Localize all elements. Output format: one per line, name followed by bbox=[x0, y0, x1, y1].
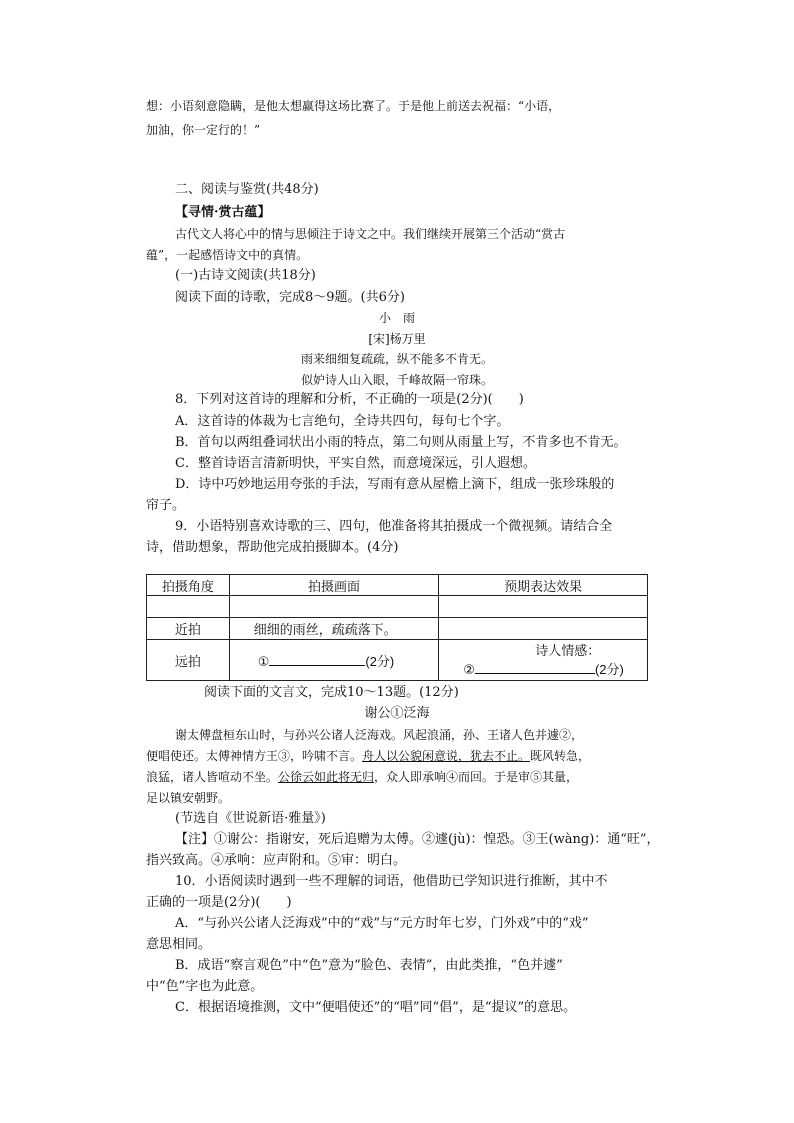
prose-note: 【注】①谢公：指谢安，死后追赠为太傅。②遽(jù)：惶恐。③王(wàng)：通“旺”， bbox=[175, 832, 660, 847]
table-header: 拍摄画面 bbox=[229, 575, 439, 596]
blank-number: ② bbox=[463, 662, 475, 677]
option-c: C．根据语境推测，文中“便唱使还”的“唱”同“倡”，是“提议”的意思。 bbox=[175, 1000, 577, 1015]
intro-line: 古代文人将心中的情与思倾注于诗文之中。我们继续开展第三个活动“赏古 bbox=[175, 227, 566, 241]
prose-source: (节选自《世说新语·雅量》) bbox=[175, 811, 326, 826]
option-b: B．成语“察言观色”中“色”意为“脸色、表情”，由此类推，“色并遽” bbox=[175, 958, 563, 973]
table-cell bbox=[439, 618, 648, 640]
answer-blank[interactable] bbox=[475, 660, 595, 674]
table-cell bbox=[229, 640, 439, 681]
table-cell: 近拍 bbox=[147, 618, 230, 640]
option-d-cont: 帘子。 bbox=[146, 498, 186, 513]
prose-prompt: 阅读下面的文言文，完成10～13题。(12分) bbox=[204, 685, 459, 700]
poem-title: 小 雨 bbox=[378, 311, 415, 325]
prose-title: 谢公①泛海 bbox=[364, 706, 430, 721]
blank-number: ① bbox=[257, 653, 270, 669]
text-line: 加油，你一定行的！” bbox=[146, 123, 261, 137]
activity-title: 【寻情·赏古蕴】 bbox=[175, 205, 271, 220]
poem-line: 似妒诗人山入眼，千峰故隔一帘珠。 bbox=[300, 373, 493, 387]
prose-line bbox=[146, 769, 578, 785]
prose-line: 谢太傅盘桓东山时，与孙兴公诸人泛海戏。风起浪涌，孙、王诸人色并遽②， bbox=[175, 728, 584, 742]
question-10-stem: 10．小语阅读时遇到一些不理解的词语，他借助已学知识进行推断，其中不 bbox=[175, 874, 608, 889]
prose-text: ，众人即承响④而回。于是审⑤其量， bbox=[374, 770, 579, 784]
table-cell bbox=[147, 596, 230, 618]
poem-prompt: 阅读下面的诗歌，完成8～9题。(共6分) bbox=[175, 290, 405, 305]
table-cell: 远拍 bbox=[147, 640, 230, 681]
table-cell bbox=[229, 596, 439, 618]
text-line: 想：小语刻意隐瞒，是他太想赢得这场比赛了。于是他上前送去祝福：“小语， bbox=[146, 99, 561, 113]
underlined-sentence: 公徐云如此将无归 bbox=[278, 770, 375, 784]
prose-text: 既风转急， bbox=[530, 749, 591, 763]
option-c: C．整首诗语言清新明快，平实自然，而意境深远，引人遐想。 bbox=[175, 456, 536, 471]
shooting-script-table bbox=[146, 574, 648, 681]
option-a-cont: 意思相同。 bbox=[146, 937, 212, 952]
prose-line: 足以镇安朝野。 bbox=[146, 791, 231, 805]
question-10-stem-cont: 正确的一项是(2分)( ) bbox=[146, 895, 292, 910]
question-9-stem-cont: 诗，借助想象，帮助他完成拍摄脚本。(4分) bbox=[146, 540, 399, 555]
question-9-stem: 9．小语特别喜欢诗歌的三、四句，他准备将其拍摄成一个微视频。请结合全 bbox=[175, 519, 613, 534]
option-d: D．诗中巧妙地运用夸张的手法，写雨有意从屋檐上滴下，组成一张珍珠般的 bbox=[175, 477, 615, 492]
prose-text: 浪猛，诸人皆喧动不坐。 bbox=[146, 770, 279, 784]
table-header: 拍摄角度 bbox=[147, 575, 230, 596]
underlined-sentence: 舟人以公貌闲意说，犹去不止。 bbox=[362, 749, 531, 763]
answer-blank[interactable] bbox=[269, 652, 365, 666]
table-cell bbox=[439, 640, 648, 681]
option-a: A．“与孙兴公诸人泛海戏”中的“戏”与“元方时年七岁，门外戏”中的“戏” bbox=[175, 916, 589, 931]
subsection-heading: (一)古诗文阅读(共18分) bbox=[175, 268, 316, 283]
table-cell bbox=[439, 596, 648, 618]
prose-line bbox=[146, 748, 590, 764]
poem-author: [宋]杨万里 bbox=[368, 332, 426, 346]
option-b-cont: 中“色”字也为此意。 bbox=[146, 979, 264, 994]
prose-text: 便唱使还。太傅神情方王③，吟啸不言。 bbox=[146, 749, 363, 763]
poem-line: 雨来细细复疏疏，纵不能多不肯无。 bbox=[300, 352, 493, 366]
prose-note: 指兴致高。④承响：应声附和。⑤审：明白。 bbox=[146, 853, 407, 868]
intro-line: 蕴”，一起感悟诗文中的真情。 bbox=[146, 248, 309, 262]
emotion-label: 诗人情感： bbox=[535, 643, 601, 658]
question-8-stem: 8．下列对这首诗的理解和分析，不正确的一项是(2分)( ) bbox=[175, 392, 524, 407]
option-a: A．这首诗的体裁为七言绝句，全诗共四句，每句七个字。 bbox=[175, 414, 510, 429]
blank-points: (2分) bbox=[365, 653, 395, 669]
option-b: B．首句以两组叠词状出小雨的特点，第二句则从雨量上写，不肯多也不肯无。 bbox=[175, 435, 627, 450]
blank-points: (2分) bbox=[594, 662, 624, 677]
section-heading: 二、阅读与鉴赏(共48分) bbox=[175, 182, 319, 197]
table-header: 预期表达效果 bbox=[439, 575, 648, 596]
table-cell: 细细的雨丝，疏疏落下。 bbox=[229, 618, 439, 640]
